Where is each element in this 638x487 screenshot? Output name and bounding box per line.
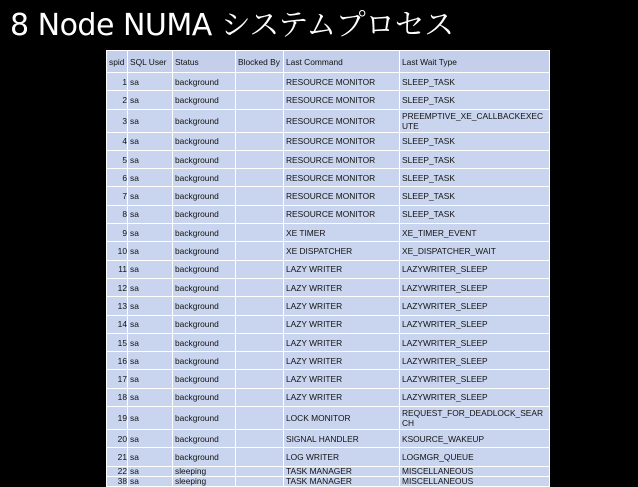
cell-status: background — [173, 430, 236, 448]
cell-spid: 14 — [107, 315, 128, 333]
cell-spid: 18 — [107, 388, 128, 406]
table-row — [107, 224, 550, 242]
cell-blocked-by — [236, 242, 284, 260]
cell-blocked-by — [236, 466, 284, 476]
table-row — [107, 260, 550, 278]
cell-last-wait-type: XE_DISPATCHER_WAIT — [400, 242, 550, 260]
cell-spid: 5 — [107, 150, 128, 168]
cell-last-command: LAZY WRITER — [284, 388, 400, 406]
cell-spid: 2 — [107, 91, 128, 109]
cell-blocked-by — [236, 333, 284, 351]
cell-spid: 11 — [107, 260, 128, 278]
cell-last-command: SIGNAL HANDLER — [284, 430, 400, 448]
cell-status: background — [173, 150, 236, 168]
cell-sql-user: sa — [128, 224, 173, 242]
cell-last-wait-type: KSOURCE_WAKEUP — [400, 430, 550, 448]
cell-status: background — [173, 370, 236, 388]
table-row — [107, 278, 550, 296]
cell-status: background — [173, 297, 236, 315]
table-row — [107, 132, 550, 150]
cell-last-command: LAZY WRITER — [284, 333, 400, 351]
cell-last-wait-type: LAZYWRITER_SLEEP — [400, 333, 550, 351]
process-table — [106, 50, 550, 487]
cell-sql-user: sa — [128, 260, 173, 278]
column-header-sql-user: SQL User — [128, 51, 173, 73]
cell-blocked-by — [236, 388, 284, 406]
cell-status: background — [173, 91, 236, 109]
column-header-last-wait-type: Last Wait Type — [400, 51, 550, 73]
cell-last-command: LAZY WRITER — [284, 278, 400, 296]
table-row — [107, 352, 550, 370]
cell-last-command: RESOURCE MONITOR — [284, 109, 400, 132]
cell-last-command: RESOURCE MONITOR — [284, 73, 400, 91]
cell-sql-user: sa — [128, 73, 173, 91]
table-row — [107, 150, 550, 168]
cell-last-wait-type: LOGMGR_QUEUE — [400, 448, 550, 466]
cell-sql-user: sa — [128, 132, 173, 150]
cell-last-command: LOCK MONITOR — [284, 407, 400, 430]
cell-sql-user: sa — [128, 205, 173, 223]
cell-blocked-by — [236, 73, 284, 91]
cell-last-wait-type: LAZYWRITER_SLEEP — [400, 278, 550, 296]
cell-last-wait-type: PREEMPTIVE_XE_CALLBACKEXECUTE — [400, 109, 550, 132]
cell-last-command: LAZY WRITER — [284, 315, 400, 333]
column-header-spid: spid — [107, 51, 128, 73]
cell-spid: 9 — [107, 224, 128, 242]
table-row — [107, 333, 550, 351]
table-row — [107, 466, 550, 476]
table-row — [107, 169, 550, 187]
cell-last-command: LAZY WRITER — [284, 370, 400, 388]
cell-sql-user: sa — [128, 242, 173, 260]
cell-spid: 3 — [107, 109, 128, 132]
cell-spid: 7 — [107, 187, 128, 205]
cell-blocked-by — [236, 91, 284, 109]
cell-last-command: RESOURCE MONITOR — [284, 150, 400, 168]
cell-last-wait-type: SLEEP_TASK — [400, 91, 550, 109]
cell-blocked-by — [236, 260, 284, 278]
cell-status: background — [173, 407, 236, 430]
cell-last-command: RESOURCE MONITOR — [284, 205, 400, 223]
cell-spid: 1 — [107, 73, 128, 91]
cell-last-command: TASK MANAGER — [284, 476, 400, 486]
cell-sql-user: sa — [128, 430, 173, 448]
table-row — [107, 91, 550, 109]
cell-last-wait-type: SLEEP_TASK — [400, 150, 550, 168]
cell-last-wait-type: SLEEP_TASK — [400, 132, 550, 150]
cell-last-command: XE TIMER — [284, 224, 400, 242]
cell-blocked-by — [236, 169, 284, 187]
cell-sql-user: sa — [128, 109, 173, 132]
cell-last-wait-type: SLEEP_TASK — [400, 73, 550, 91]
cell-blocked-by — [236, 278, 284, 296]
cell-last-wait-type: SLEEP_TASK — [400, 169, 550, 187]
cell-last-wait-type: MISCELLANEOUS — [400, 476, 550, 486]
cell-last-wait-type: REQUEST_FOR_DEADLOCK_SEARCH — [400, 407, 550, 430]
cell-sql-user: sa — [128, 388, 173, 406]
table-row — [107, 388, 550, 406]
cell-sql-user: sa — [128, 476, 173, 486]
cell-spid: 6 — [107, 169, 128, 187]
table-row — [107, 73, 550, 91]
cell-spid: 8 — [107, 205, 128, 223]
table-row — [107, 205, 550, 223]
cell-blocked-by — [236, 224, 284, 242]
cell-last-wait-type: LAZYWRITER_SLEEP — [400, 297, 550, 315]
cell-sql-user: sa — [128, 352, 173, 370]
cell-spid: 4 — [107, 132, 128, 150]
column-header-status: Status — [173, 51, 236, 73]
cell-spid: 19 — [107, 407, 128, 430]
table-row — [107, 242, 550, 260]
cell-blocked-by — [236, 430, 284, 448]
cell-sql-user: sa — [128, 150, 173, 168]
cell-blocked-by — [236, 407, 284, 430]
cell-status: background — [173, 333, 236, 351]
cell-blocked-by — [236, 205, 284, 223]
cell-status: background — [173, 205, 236, 223]
cell-spid: 15 — [107, 333, 128, 351]
cell-sql-user: sa — [128, 278, 173, 296]
table-row — [107, 476, 550, 486]
cell-last-wait-type: LAZYWRITER_SLEEP — [400, 260, 550, 278]
cell-blocked-by — [236, 150, 284, 168]
cell-status: background — [173, 224, 236, 242]
cell-sql-user: sa — [128, 466, 173, 476]
table-row — [107, 187, 550, 205]
cell-blocked-by — [236, 315, 284, 333]
cell-sql-user: sa — [128, 297, 173, 315]
cell-spid: 12 — [107, 278, 128, 296]
cell-spid: 22 — [107, 466, 128, 476]
cell-last-wait-type: LAZYWRITER_SLEEP — [400, 315, 550, 333]
cell-spid: 20 — [107, 430, 128, 448]
cell-last-wait-type: MISCELLANEOUS — [400, 466, 550, 476]
cell-last-wait-type: XE_TIMER_EVENT — [400, 224, 550, 242]
cell-status: background — [173, 169, 236, 187]
cell-sql-user: sa — [128, 448, 173, 466]
cell-last-command: XE DISPATCHER — [284, 242, 400, 260]
cell-spid: 17 — [107, 370, 128, 388]
cell-last-command: LOG WRITER — [284, 448, 400, 466]
table-header-row — [107, 51, 550, 73]
cell-status: background — [173, 242, 236, 260]
cell-blocked-by — [236, 448, 284, 466]
cell-spid: 13 — [107, 297, 128, 315]
cell-status: background — [173, 448, 236, 466]
cell-blocked-by — [236, 297, 284, 315]
table-row — [107, 297, 550, 315]
table-row — [107, 448, 550, 466]
cell-spid: 38 — [107, 476, 128, 486]
column-header-last-command: Last Command — [284, 51, 400, 73]
cell-sql-user: sa — [128, 187, 173, 205]
cell-last-command: LAZY WRITER — [284, 260, 400, 278]
cell-status: sleeping — [173, 466, 236, 476]
cell-sql-user: sa — [128, 169, 173, 187]
cell-last-command: LAZY WRITER — [284, 297, 400, 315]
cell-last-wait-type: LAZYWRITER_SLEEP — [400, 352, 550, 370]
table-body — [107, 73, 550, 487]
cell-blocked-by — [236, 187, 284, 205]
cell-status: sleeping — [173, 476, 236, 486]
cell-last-command: RESOURCE MONITOR — [284, 187, 400, 205]
table-row — [107, 315, 550, 333]
cell-last-wait-type: LAZYWRITER_SLEEP — [400, 370, 550, 388]
cell-status: background — [173, 187, 236, 205]
table-row — [107, 370, 550, 388]
cell-blocked-by — [236, 109, 284, 132]
table-row — [107, 430, 550, 448]
cell-spid: 16 — [107, 352, 128, 370]
cell-last-command: RESOURCE MONITOR — [284, 91, 400, 109]
cell-blocked-by — [236, 370, 284, 388]
cell-status: background — [173, 388, 236, 406]
cell-sql-user: sa — [128, 370, 173, 388]
cell-blocked-by — [236, 352, 284, 370]
cell-sql-user: sa — [128, 91, 173, 109]
table-row — [107, 407, 550, 430]
cell-sql-user: sa — [128, 407, 173, 430]
cell-spid: 21 — [107, 448, 128, 466]
cell-spid: 10 — [107, 242, 128, 260]
cell-status: background — [173, 109, 236, 132]
cell-blocked-by — [236, 132, 284, 150]
cell-status: background — [173, 73, 236, 91]
cell-status: background — [173, 278, 236, 296]
cell-sql-user: sa — [128, 333, 173, 351]
cell-last-command: TASK MANAGER — [284, 466, 400, 476]
table-row — [107, 109, 550, 132]
slide-title: 8 Node NUMA システムプロセス — [10, 8, 454, 43]
cell-status: background — [173, 260, 236, 278]
cell-last-command: RESOURCE MONITOR — [284, 169, 400, 187]
cell-last-wait-type: LAZYWRITER_SLEEP — [400, 388, 550, 406]
cell-blocked-by — [236, 476, 284, 486]
cell-sql-user: sa — [128, 315, 173, 333]
cell-last-command: RESOURCE MONITOR — [284, 132, 400, 150]
column-header-blocked-by: Blocked By — [236, 51, 284, 73]
cell-status: background — [173, 315, 236, 333]
cell-last-wait-type: SLEEP_TASK — [400, 205, 550, 223]
cell-last-wait-type: SLEEP_TASK — [400, 187, 550, 205]
process-table-container — [106, 50, 549, 486]
cell-last-command: LAZY WRITER — [284, 352, 400, 370]
cell-status: background — [173, 352, 236, 370]
cell-status: background — [173, 132, 236, 150]
